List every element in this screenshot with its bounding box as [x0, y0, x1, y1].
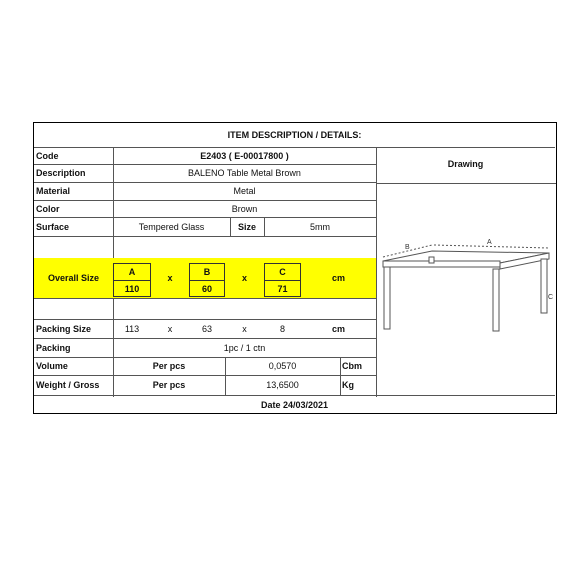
- dim-c-value: 71: [277, 283, 288, 294]
- volume-unit: Cbm: [342, 361, 362, 371]
- weight-unit: Kg: [342, 380, 354, 390]
- packing-size-unit: cm: [331, 323, 345, 334]
- weight-per: Per pcs: [152, 380, 186, 390]
- weight-label: Weight / Gross: [36, 380, 100, 390]
- packing-value: 1pc / 1 ctn: [223, 342, 266, 353]
- overall-size-label: Overall Size: [47, 273, 100, 283]
- table-drawing: [377, 223, 553, 343]
- times-sign: x: [167, 273, 173, 283]
- description-label: Description: [36, 168, 86, 178]
- code-value: E2403 ( E-00017800 ): [200, 150, 289, 161]
- code-label: Code: [36, 150, 59, 161]
- volume-value: 0,0570: [268, 361, 297, 371]
- volume-per: Per pcs: [152, 361, 186, 371]
- item-details-sheet: [33, 122, 557, 414]
- volume-label: Volume: [36, 361, 68, 371]
- color-label: Color: [36, 203, 60, 214]
- sheet-header: ITEM DESCRIPTION / DETAILS:: [227, 130, 362, 140]
- weight-value: 13,6500: [266, 380, 299, 390]
- dim-a-value: 110: [124, 283, 140, 294]
- overall-size-unit: cm: [331, 273, 345, 283]
- dim-a-label: A: [128, 266, 136, 277]
- material-label: Material: [36, 186, 71, 196]
- packing-size-c: 8: [279, 323, 285, 334]
- size-label: Size: [237, 221, 256, 232]
- dim-b-label: B: [203, 266, 211, 277]
- size-value: 5mm: [310, 221, 330, 232]
- times-sign: x: [167, 323, 173, 334]
- dim-b-value: 60: [201, 283, 212, 294]
- packing-size-b: 63: [201, 323, 212, 334]
- dim-c-tag: C: [548, 294, 553, 301]
- packing-size-label: Packing Size: [36, 323, 92, 334]
- surface-label: Surface: [36, 221, 70, 232]
- times-sign: x: [241, 273, 247, 283]
- surface-value: Tempered Glass: [138, 221, 205, 232]
- dim-c-label: C: [279, 266, 286, 277]
- material-value: Metal: [233, 186, 256, 196]
- packing-size-a: 113: [124, 323, 140, 334]
- description-value: BALENO Table Metal Brown: [188, 168, 301, 178]
- dim-b-tag: B: [405, 244, 410, 251]
- times-sign: x: [242, 323, 247, 334]
- color-value: Brown: [231, 203, 258, 214]
- dim-a-tag: A: [487, 239, 492, 246]
- date: Date 24/03/2021: [260, 399, 329, 410]
- drawing-label: Drawing: [447, 159, 484, 169]
- packing-label: Packing: [36, 342, 71, 353]
